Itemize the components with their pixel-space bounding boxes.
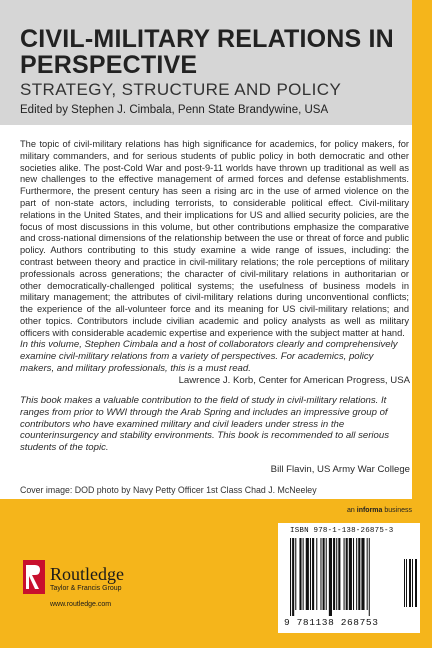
barcode-bar xyxy=(323,538,325,610)
isbn-label: ISBN 978-1-138-26875-3 xyxy=(290,527,394,535)
publisher-name: Routledge xyxy=(50,564,124,584)
barcode-addon-bar xyxy=(406,559,407,607)
book-title: CIVIL-MILITARY RELATIONS IN PERSPECTIVE xyxy=(20,25,394,79)
barcode-addon-icon xyxy=(404,559,418,607)
cover-image-credit: Cover image: DOD photo by Navy Petty Officer 1st Class Chad J. McNeeley xyxy=(20,485,317,495)
yellow-side-strip xyxy=(412,0,432,534)
barcode-addon-bar xyxy=(412,559,413,607)
barcode-bar xyxy=(326,538,327,610)
barcode-bar xyxy=(295,538,296,610)
publisher-brand xyxy=(50,565,124,592)
barcode-bar xyxy=(356,538,357,610)
informa-prefix: an xyxy=(347,507,357,514)
barcode-bar xyxy=(353,538,354,610)
editor-credit: Edited by Stephen J. Cimbala, Penn State Brandywine, USA xyxy=(20,104,329,116)
barcode-bar xyxy=(316,538,317,610)
barcode-bar xyxy=(344,538,345,610)
barcode-addon-bar xyxy=(409,559,411,607)
barcode-addon-bar xyxy=(404,559,405,607)
book-subtitle: STRATEGY, STRUCTURE AND POLICY xyxy=(20,80,342,99)
barcode-bar xyxy=(336,538,337,610)
barcode-bar xyxy=(333,538,335,610)
barcode-bar xyxy=(358,538,360,610)
barcode-bar xyxy=(290,538,291,616)
barcode-bar xyxy=(349,538,352,610)
publisher-group: Taylor & Francis Group xyxy=(50,585,122,592)
publisher-website: www.routledge.com xyxy=(50,601,112,608)
endorsement-author: Bill Flavin, US Army War College xyxy=(270,464,410,475)
barcode-icon xyxy=(290,538,400,616)
endorsement-quote: This book makes a valuable contribution to the field of study in civil-military relations. It ranges from prior to WWI through the Arab Spring and includes an impressive group of contributors who have examined military and civil leaders under stress in the counterinsurgency and stability environments. This book is recommended to all serious students of the topic. xyxy=(20,395,390,454)
barcode-bar xyxy=(361,538,364,610)
barcode-bar xyxy=(306,538,309,610)
barcode-bar xyxy=(329,538,332,616)
barcode-bar xyxy=(369,538,370,616)
barcode-addon-bar xyxy=(415,559,417,607)
endorsement-quote: In this volume, Stephen Cimbala and a host of collaborators clearly and comprehensively examine civil-military relations from a variety of perspectives. For academics, policy makers, and military professionals, this is a must read. xyxy=(20,339,398,374)
barcode-bar xyxy=(299,538,301,610)
barcode-bar xyxy=(338,538,340,610)
barcode-digits: 9 781138 268753 xyxy=(284,617,379,628)
barcode-bar xyxy=(312,538,314,610)
informa-suffix: business xyxy=(382,507,412,514)
barcode-bar xyxy=(346,538,348,610)
barcode-panel xyxy=(278,523,420,633)
book-description: The topic of civil-military relations has high significance for academics, for policy makers, for military commanders, and for serious students of public policy in both democratic and other societies alike. The post-Cold War and post-9-11 worlds have thrown up traditional as well as new challenges to the effective management of armed forces and defense establishments. Furthermore, the present century has seen a rising arc in the use of armed violence on the part of non-state actors, including terrorists, to considerable political effect. Civil-military relations in the United States, and their implications for US and allied security policies, are the focus of most discussions in this volume, but other contributions emphasize the comparative and cross-national dimensions of the relationship between the use or threat of force and public policy. Authors contributing to this study examine a wide range of issues, including: the contrast between theory and practice in civil-military relations; the role perceptions of military professionals across generations; the character of civil-military relations in authoritarian or other democratically-challenged political systems; the usefulness of business models in military management; the attributes of civil-military relations during unconventional conflicts; the experience of the all-volunteer force and its meaning for US civil-military relations; and other topics. Contributors include civilian academic and policy analysts as well as military officers with considerable academic expertise and experience with the subject matter at hand. xyxy=(20,139,409,338)
barcode-bar xyxy=(320,538,321,610)
barcode-bar xyxy=(303,538,304,610)
routledge-logo-icon xyxy=(23,560,45,594)
barcode-bar xyxy=(367,538,368,610)
informa-brand: informa xyxy=(356,507,383,514)
endorsement-author: Lawrence J. Korb, Center for American Progress, USA xyxy=(178,375,410,386)
barcode-bar xyxy=(292,538,294,616)
barcode-bar xyxy=(310,538,311,610)
informa-business-tag xyxy=(347,507,412,514)
